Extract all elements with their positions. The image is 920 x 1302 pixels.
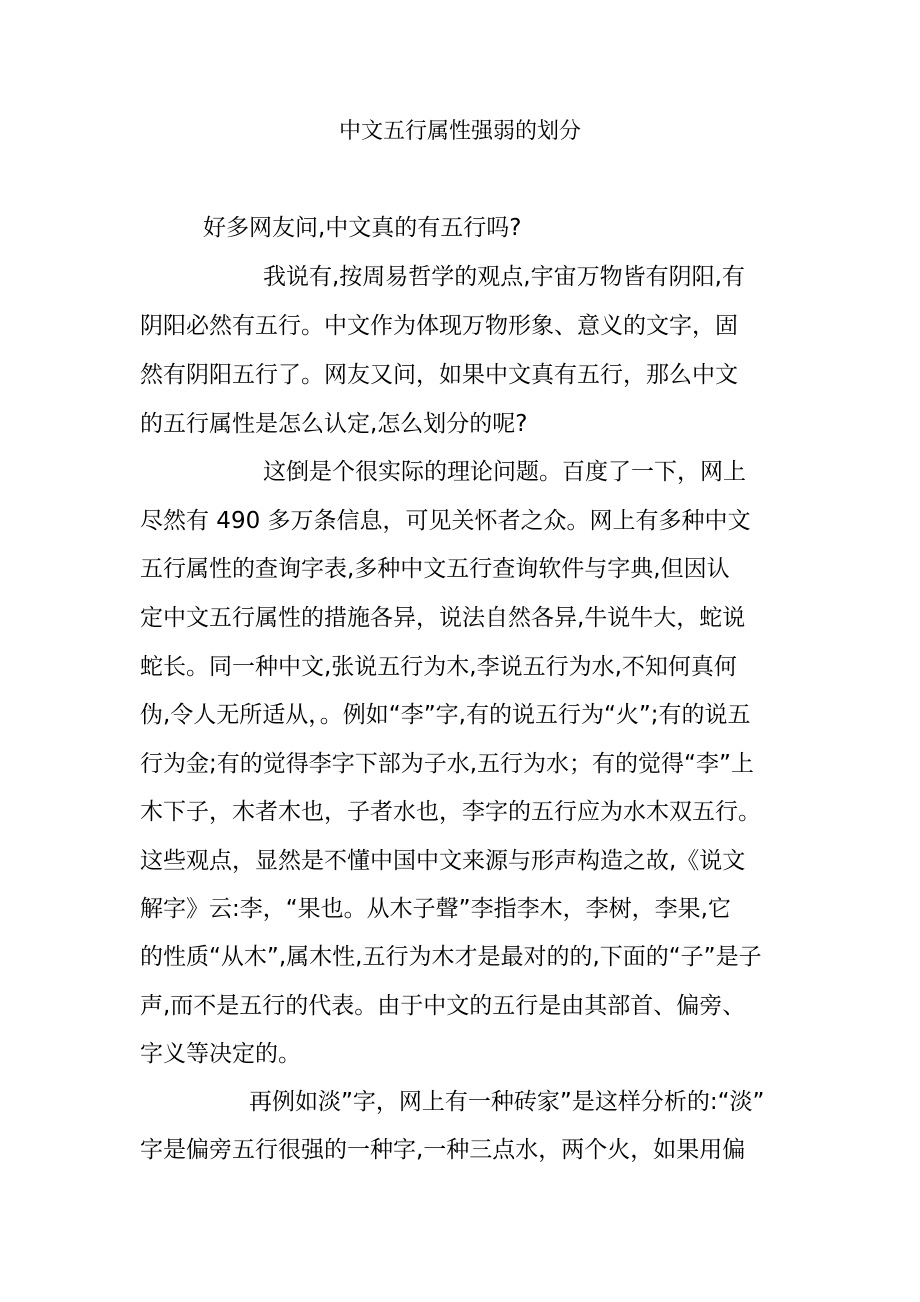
paragraph-line: 好多网友问,中文真的有五行吗? [203,215,522,241]
paragraph-line: 蛇长。同一种中文,张说五行为木,李说五行为水,不知何真何 [140,654,737,680]
document-title: 中文五行属性强弱的划分 [338,119,581,144]
paragraph-line: 行为金;有的觉得李字下部为子水,五行为水；有的觉得“李”上 [140,751,754,777]
paragraph-line: 再例如淡”字，网上有一种砖家”是这样分析的:“淡” [249,1089,765,1115]
paragraph-line: 这些观点，显然是不懂中国中文来源与形声构造之故,《说文 [140,848,746,874]
paragraph-line: 解字》云:李，“果也。从木子聲”李指李木，李树，李果,它 [140,896,731,922]
paragraph-line: 声,而不是五行的代表。由于中文的五行是由其部首、偏旁、 [140,993,746,1019]
paragraph-line: 木下子，木者木也，子者水也，李字的五行应为水木双五行。 [140,799,761,825]
paragraph-line: 五行属性的查询字表,多种中文五行查询软件与字典,但因认 [140,556,730,582]
paragraph-line: 伪,令人无所适从，。例如“李”字,有的说五行为“火”;有的说五 [140,702,751,728]
paragraph-line: 字义等决定的。 [140,1041,301,1067]
paragraph-line: 定中文五行属性的措施各异，说法自然各异,牛说牛大，蛇说 [140,605,746,631]
paragraph-line: 我说有,按周易哲学的观点,宇宙万物皆有阴阳,有 [263,264,745,290]
paragraph-line: 字是偏旁五行很强的一种字,一种三点水，两个火，如果用偏 [140,1137,746,1163]
paragraph-line: 尽然有 490 多万条信息，可见关怀者之众。网上有多种中文 [140,508,751,534]
paragraph-line: 阴阳必然有五行。中文作为体现万物形象、意义的文字，固 [140,313,738,339]
paragraph-line: 的性质“从木”,属木性,五行为木才是最对的的,下面的“子”是子 [140,944,762,970]
paragraph-line: 然有阴阳五行了。网友又问，如果中文真有五行，那么中文 [140,362,738,388]
paragraph-line: 的五行属性是怎么认定,怎么划分的呢? [140,411,528,437]
paragraph-line: 这倒是个很实际的理论问题。百度了一下，网上 [263,459,746,485]
